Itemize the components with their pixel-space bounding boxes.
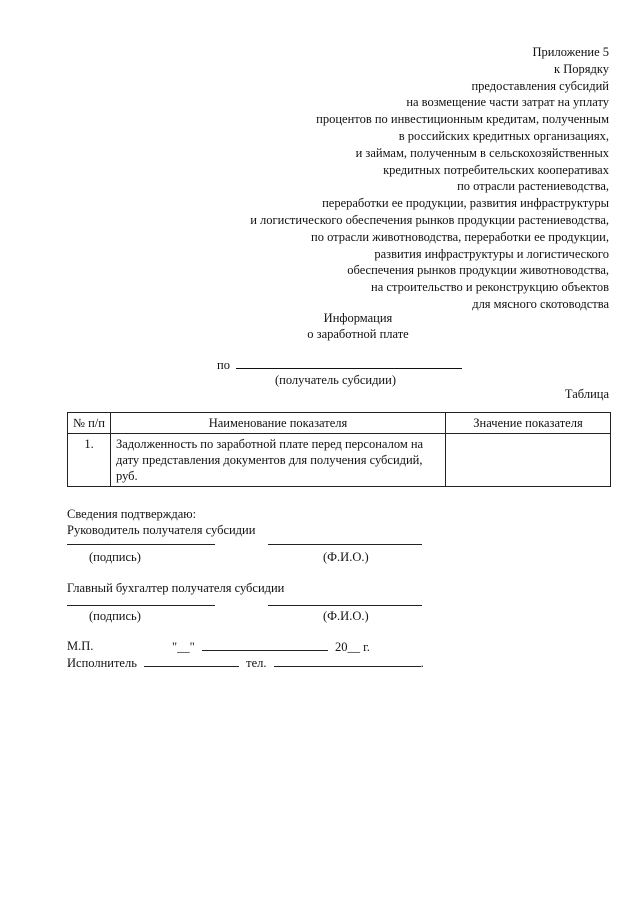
salary-table [67, 412, 611, 487]
appendix-line: переработки ее продукции, развития инфраструктуры [322, 196, 609, 211]
appendix-line: по отрасли животноводства, переработки ее продукции, [311, 229, 609, 244]
table-label: Таблица [564, 387, 609, 401]
table-row [68, 434, 611, 487]
date-year[interactable]: 20__ г. [334, 640, 370, 654]
confirmation-heading: Сведения подтверждаю: [67, 507, 197, 521]
title-line-1: Информация [323, 311, 393, 325]
recipient-caption: (получатель субсидии) [275, 373, 396, 387]
appendix-header [169, 44, 609, 313]
accountant-fio-caption: (Ф.И.О.) [323, 609, 369, 623]
head-signature-caption: (подпись) [89, 550, 141, 564]
head-fio-line[interactable] [268, 544, 422, 545]
stamp-label: М.П. [67, 639, 94, 653]
appendix-line: обеспечения рынков продукции животноводства, [347, 263, 609, 278]
accountant-signature-caption: (подпись) [89, 609, 141, 623]
appendix-line: и логистического обеспечения рынков продукции растениеводства, [250, 212, 609, 227]
end-dot: . [420, 656, 424, 670]
appendix-line: на строительство и реконструкцию объектов [371, 280, 609, 295]
appendix-line: предоставления субсидий [471, 78, 609, 93]
date-field [172, 639, 370, 655]
appendix-line: на возмещение части затрат на уплату [406, 95, 609, 110]
executor-line[interactable] [144, 655, 239, 667]
row-indicator-name: Задолженность по заработной плате перед персоналом на дату представления документов для получения субсидий, руб. [111, 434, 446, 487]
appendix-line: для мясного скотоводства [472, 296, 609, 311]
appendix-line: кредитных потребительских кооперативах [383, 162, 609, 177]
date-month-line[interactable] [202, 639, 328, 651]
executor-label: Исполнитель [67, 656, 137, 670]
executor-row [67, 655, 424, 671]
header-indicator-name: Наименование показателя [111, 413, 446, 434]
recipient-block [217, 356, 477, 387]
header-number: № п/п [68, 413, 111, 434]
phone-label: тел. [246, 656, 267, 670]
title-line-2: о заработной плате [307, 327, 409, 341]
appendix-line: по отрасли растениеводства, [457, 179, 609, 194]
accountant-fio-line[interactable] [268, 605, 422, 606]
recipient-prefix: по [217, 358, 230, 372]
table-header-row [68, 413, 611, 434]
row-number: 1. [68, 434, 111, 487]
accountant-label: Главный бухгалтер получателя субсидии [67, 581, 285, 595]
appendix-line: Приложение 5 [532, 45, 609, 59]
accountant-signature-line[interactable] [67, 605, 215, 606]
document-title [0, 310, 640, 342]
appendix-line: развития инфраструктуры и логистического [374, 246, 609, 261]
head-signature-line[interactable] [67, 544, 215, 545]
recipient-input-line[interactable] [236, 356, 462, 369]
appendix-line: и займам, полученным в сельскохозяйственных [355, 145, 609, 160]
appendix-line: к Порядку [554, 61, 609, 76]
appendix-line: в российских кредитных организациях, [398, 128, 609, 143]
date-day[interactable]: "__" [172, 640, 195, 654]
head-fio-caption: (Ф.И.О.) [323, 550, 369, 564]
row-indicator-value[interactable] [446, 434, 611, 487]
head-label: Руководитель получателя субсидии [67, 523, 256, 537]
appendix-line: процентов по инвестиционным кредитам, полученным [316, 112, 609, 127]
phone-line[interactable] [274, 655, 421, 667]
header-indicator-value: Значение показателя [446, 413, 611, 434]
